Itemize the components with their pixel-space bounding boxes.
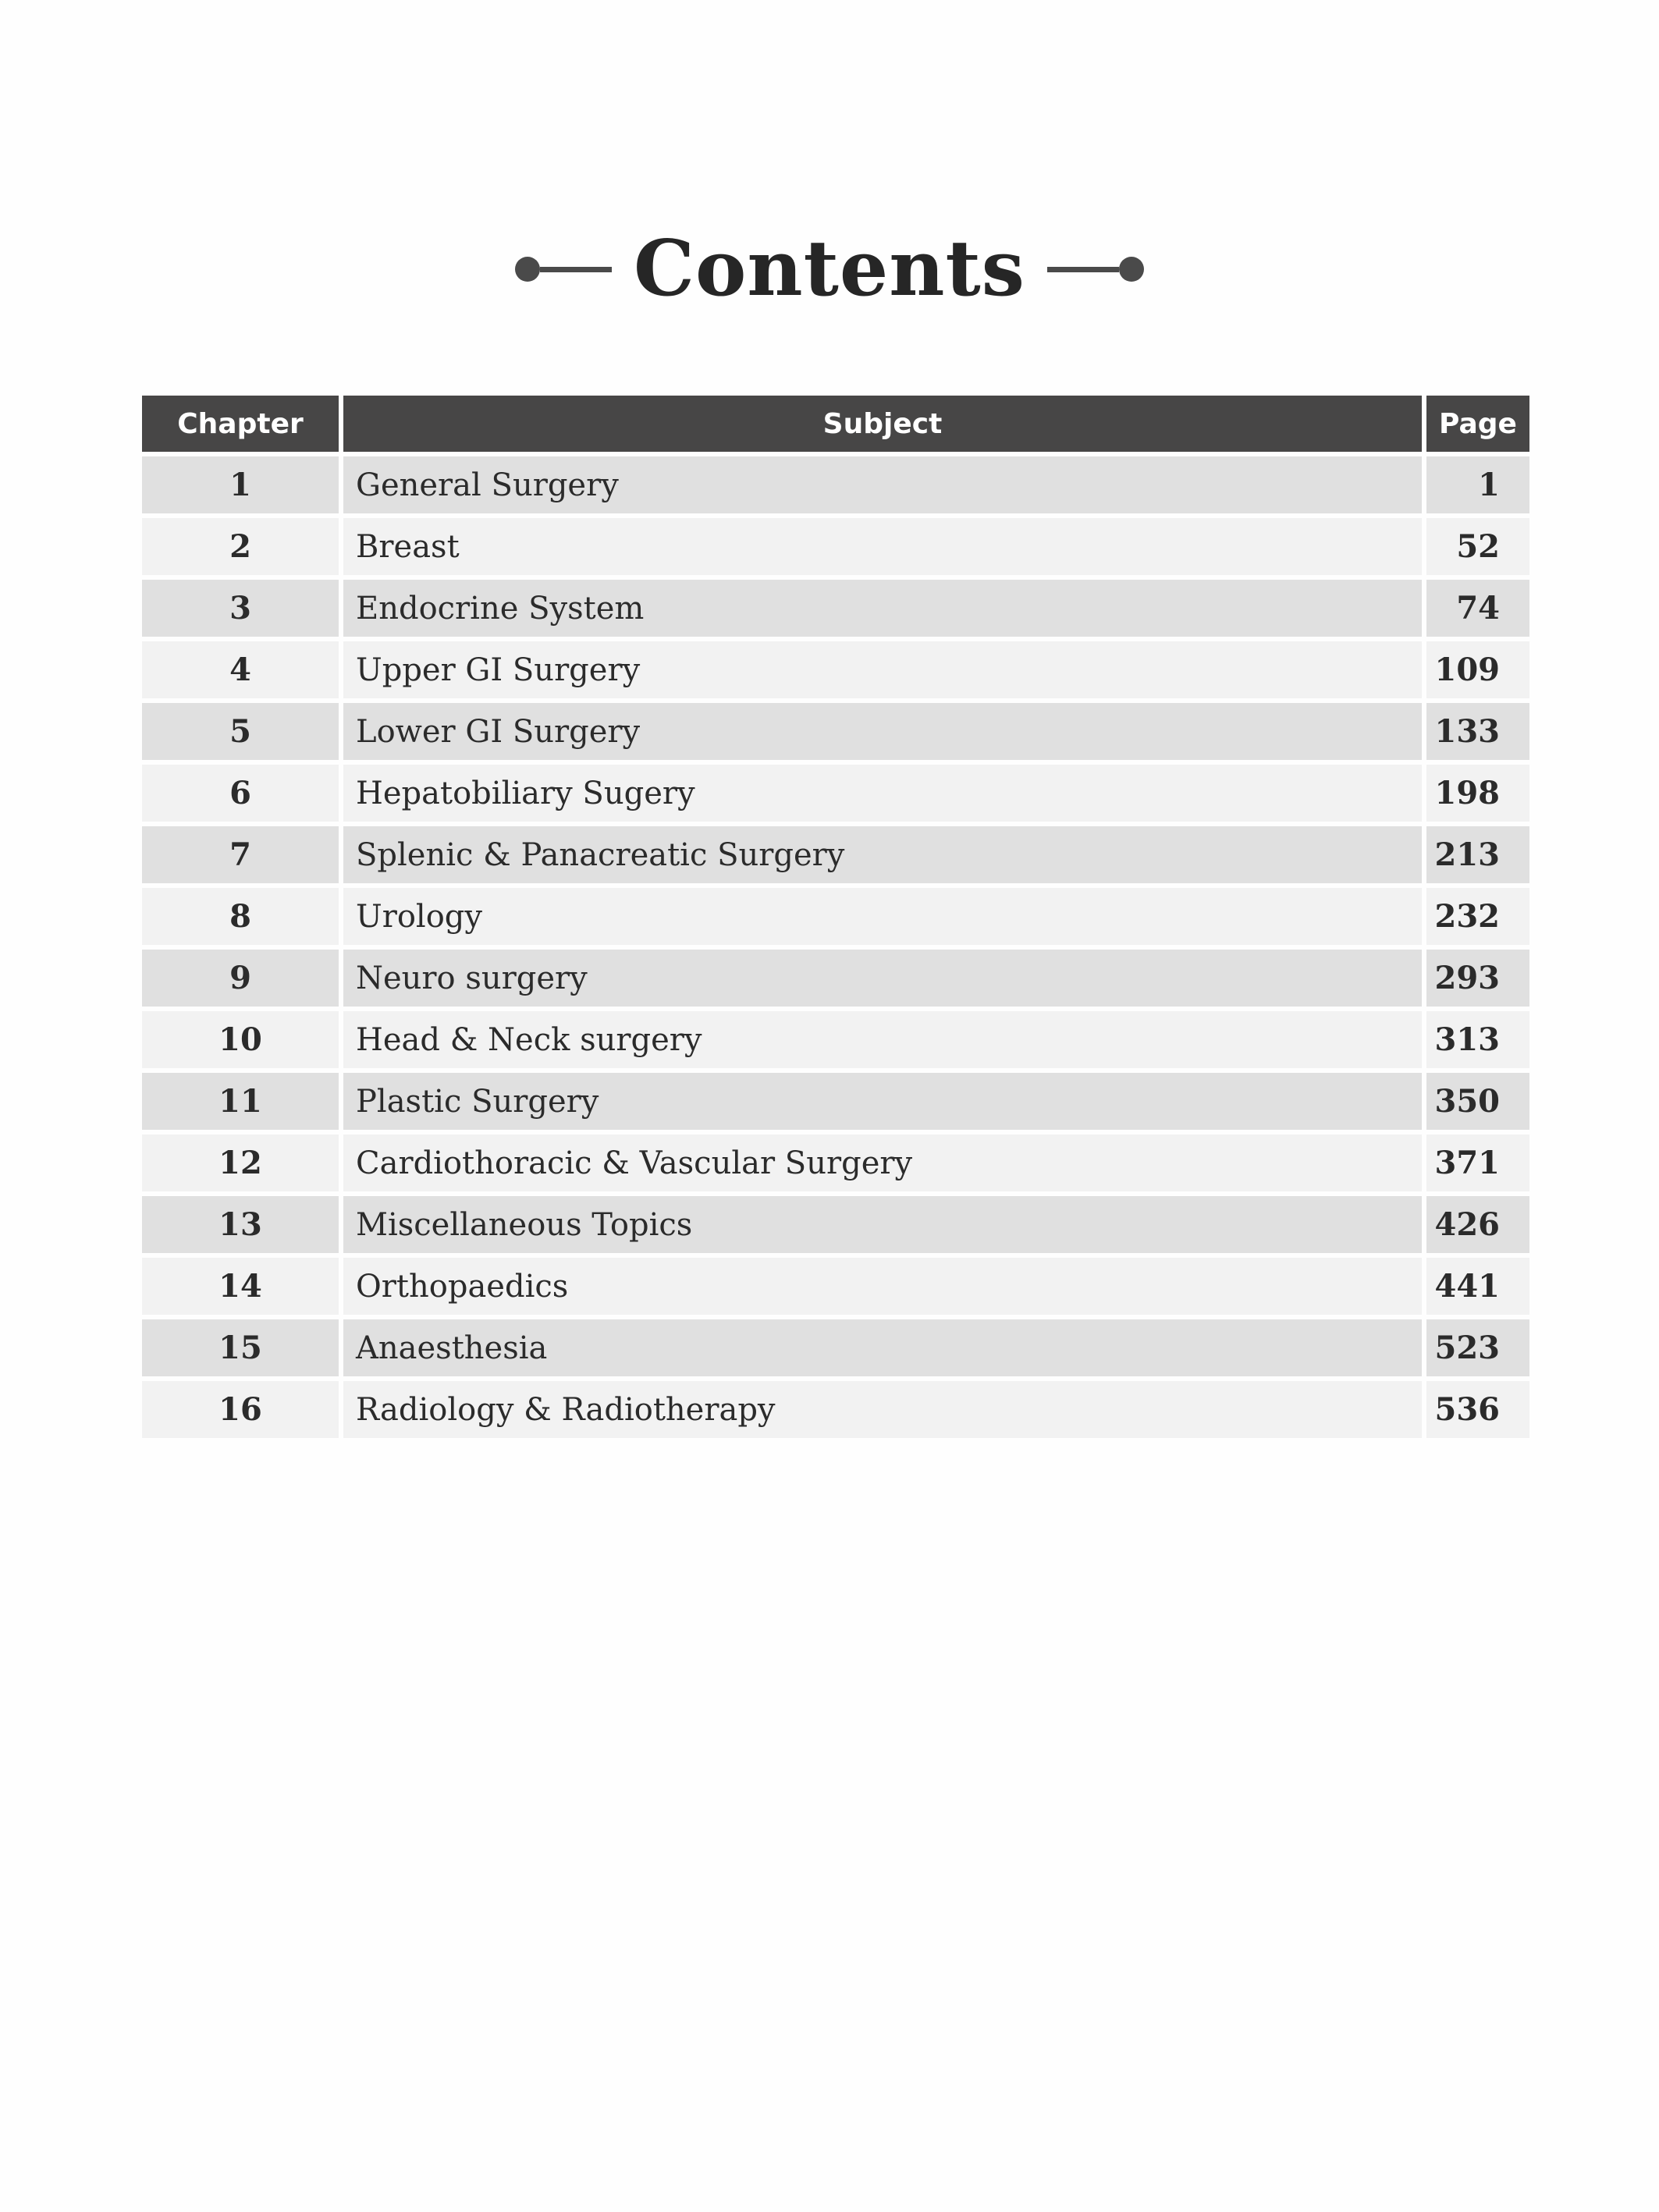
table-row <box>142 1319 1529 1376</box>
chapter-subject: Head & Neck surgery <box>343 1011 1422 1068</box>
table-row <box>142 641 1529 698</box>
chapter-number: 7 <box>142 826 339 883</box>
chapter-subject: Hepatobiliary Sugery <box>343 765 1422 822</box>
page-number: 74 <box>1426 580 1529 637</box>
chapter-subject: Endocrine System <box>343 580 1422 637</box>
chapter-subject: Breast <box>343 518 1422 575</box>
chapter-number: 16 <box>142 1381 339 1438</box>
page-title: Contents <box>634 224 1025 314</box>
table-row <box>142 1258 1529 1315</box>
chapter-number: 15 <box>142 1319 339 1376</box>
chapter-subject: Urology <box>343 888 1422 945</box>
chapter-number: 10 <box>142 1011 339 1068</box>
chapter-subject: Upper GI Surgery <box>343 641 1422 698</box>
page-number: 523 <box>1426 1319 1529 1376</box>
chapter-subject: Orthopaedics <box>343 1258 1422 1315</box>
table-row <box>142 765 1529 822</box>
chapter-subject: Cardiothoracic & Vascular Surgery <box>343 1134 1422 1191</box>
page-number: 293 <box>1426 950 1529 1007</box>
table-row <box>142 1073 1529 1130</box>
contents-table <box>137 391 1534 1443</box>
left-ornament-icon <box>515 257 612 282</box>
page-number: 133 <box>1426 703 1529 760</box>
table-row <box>142 826 1529 883</box>
table-row <box>142 1196 1529 1253</box>
page-number: 232 <box>1426 888 1529 945</box>
table-row <box>142 703 1529 760</box>
page-number: 213 <box>1426 826 1529 883</box>
page-number: 198 <box>1426 765 1529 822</box>
page-number: 350 <box>1426 1073 1529 1130</box>
chapter-subject: Anaesthesia <box>343 1319 1422 1376</box>
chapter-number: 13 <box>142 1196 339 1253</box>
right-ornament-icon <box>1047 257 1144 282</box>
table-row <box>142 1381 1529 1438</box>
chapter-subject: Neuro surgery <box>343 950 1422 1007</box>
chapter-number: 6 <box>142 765 339 822</box>
chapter-number: 8 <box>142 888 339 945</box>
page-number: 371 <box>1426 1134 1529 1191</box>
subject-column-header: Subject <box>343 396 1422 452</box>
chapter-column-header: Chapter <box>142 396 339 452</box>
page-number: 52 <box>1426 518 1529 575</box>
table-body <box>142 456 1529 1438</box>
page-number: 313 <box>1426 1011 1529 1068</box>
chapter-number: 12 <box>142 1134 339 1191</box>
page-column-header: Page <box>1426 396 1529 452</box>
chapter-subject: Plastic Surgery <box>343 1073 1422 1130</box>
table-row <box>142 1134 1529 1191</box>
chapter-subject: Radiology & Radiotherapy <box>343 1381 1422 1438</box>
page-number: 426 <box>1426 1196 1529 1253</box>
page-number: 536 <box>1426 1381 1529 1438</box>
chapter-subject: Splenic & Panacreatic Surgery <box>343 826 1422 883</box>
chapter-subject: Miscellaneous Topics <box>343 1196 1422 1253</box>
chapter-number: 5 <box>142 703 339 760</box>
chapter-number: 1 <box>142 456 339 513</box>
table-row <box>142 518 1529 575</box>
table-header-row <box>142 396 1529 452</box>
table-row <box>142 1011 1529 1068</box>
chapter-number: 9 <box>142 950 339 1007</box>
page-number: 109 <box>1426 641 1529 698</box>
chapter-subject: Lower GI Surgery <box>343 703 1422 760</box>
chapter-number: 4 <box>142 641 339 698</box>
chapter-number: 3 <box>142 580 339 637</box>
chapter-subject: General Surgery <box>343 456 1422 513</box>
table-row <box>142 580 1529 637</box>
chapter-number: 14 <box>142 1258 339 1315</box>
table-row <box>142 888 1529 945</box>
table-row <box>142 950 1529 1007</box>
table-row <box>142 456 1529 513</box>
page-number: 441 <box>1426 1258 1529 1315</box>
title-block <box>0 211 1659 328</box>
page-number: 1 <box>1426 456 1529 513</box>
chapter-number: 11 <box>142 1073 339 1130</box>
chapter-number: 2 <box>142 518 339 575</box>
